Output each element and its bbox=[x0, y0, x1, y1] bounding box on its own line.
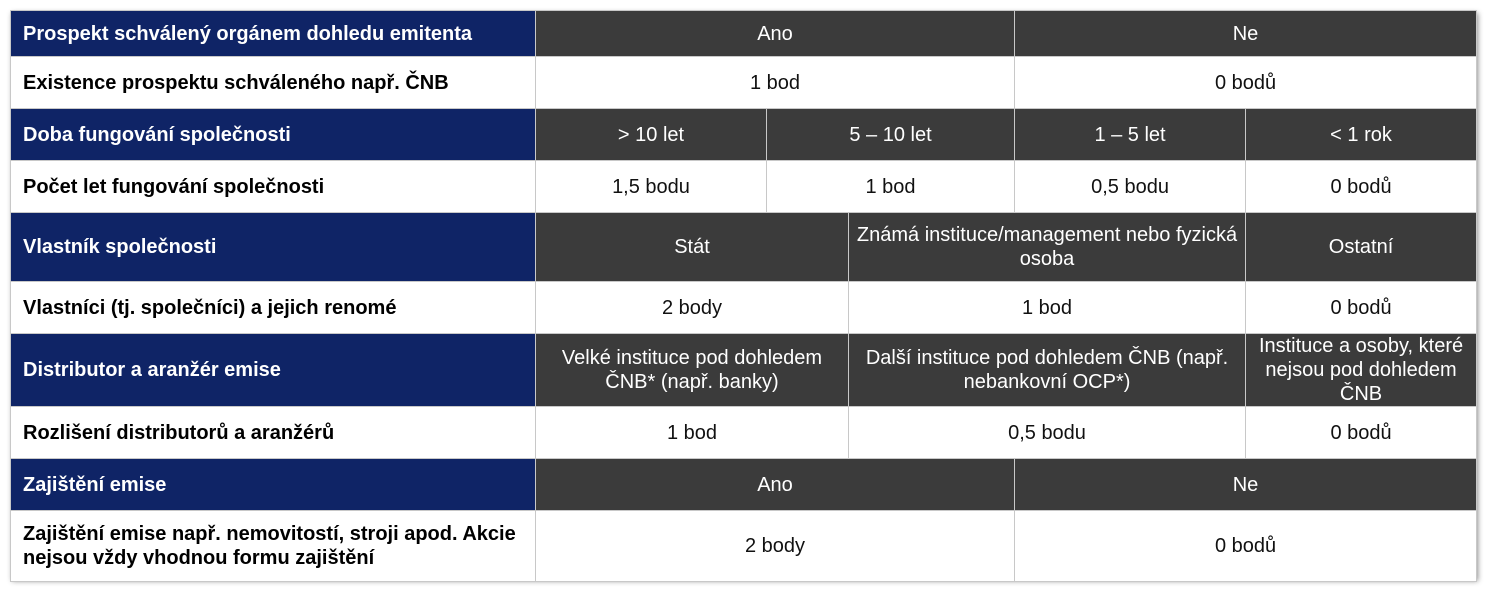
header-cell-no: Ne bbox=[1015, 11, 1477, 57]
header-cell: 1 – 5 let bbox=[1015, 109, 1246, 161]
table-row-collateral-header bbox=[11, 459, 1477, 511]
row-label: Vlastník společnosti bbox=[11, 213, 536, 282]
row-label: Existence prospektu schváleného např. ČNB bbox=[11, 57, 536, 109]
header-cell: Velké instituce pod dohledem ČNB* (např. banky) bbox=[536, 334, 849, 407]
score-cell: 0 bodů bbox=[1246, 161, 1477, 213]
header-cell: Známá instituce/management nebo fyzická osoba bbox=[849, 213, 1246, 282]
header-cell: Instituce a osoby, které nejsou pod dohledem ČNB bbox=[1246, 334, 1477, 407]
table-row-prospectus-header bbox=[11, 11, 1477, 57]
score-cell: 1 bod bbox=[849, 282, 1246, 334]
row-label: Počet let fungování společnosti bbox=[11, 161, 536, 213]
header-cell: 5 – 10 let bbox=[767, 109, 1015, 161]
header-cell-no: Ne bbox=[1015, 459, 1477, 511]
row-label: Vlastníci (tj. společníci) a jejich renomé bbox=[11, 282, 536, 334]
score-cell: 1 bod bbox=[536, 407, 849, 459]
row-label: Zajištění emise např. nemovitostí, stroji apod. Akcie nejsou vždy vhodnou formu zajištění bbox=[11, 511, 536, 582]
header-cell: Další instituce pod dohledem ČNB (např. nebankovní OCP*) bbox=[849, 334, 1246, 407]
row-label: Zajištění emise bbox=[11, 459, 536, 511]
row-label: Prospekt schválený orgánem dohledu emitenta bbox=[11, 11, 536, 57]
row-label: Doba fungování společnosti bbox=[11, 109, 536, 161]
score-cell: 0 bodů bbox=[1246, 282, 1477, 334]
header-cell-yes: Ano bbox=[536, 11, 1015, 57]
score-cell: 2 body bbox=[536, 511, 1015, 582]
scoring-table bbox=[10, 10, 1477, 582]
score-cell: 0 bodů bbox=[1015, 511, 1477, 582]
header-cell-yes: Ano bbox=[536, 459, 1015, 511]
header-cell: < 1 rok bbox=[1246, 109, 1477, 161]
score-cell: 0,5 bodu bbox=[849, 407, 1246, 459]
table-row-owner-header bbox=[11, 213, 1477, 282]
score-cell: 2 body bbox=[536, 282, 849, 334]
row-label: Rozlišení distributorů a aranžérů bbox=[11, 407, 536, 459]
header-cell: Ostatní bbox=[1246, 213, 1477, 282]
scoring-table-frame bbox=[10, 10, 1476, 578]
score-cell: 0,5 bodu bbox=[1015, 161, 1246, 213]
header-cell: Stát bbox=[536, 213, 849, 282]
score-cell: 0 bodů bbox=[1246, 407, 1477, 459]
table-row-collateral-score bbox=[11, 511, 1477, 582]
header-cell: > 10 let bbox=[536, 109, 767, 161]
score-cell: 0 bodů bbox=[1015, 57, 1477, 109]
table-row-owner-score bbox=[11, 282, 1477, 334]
table-row-prospectus-score bbox=[11, 57, 1477, 109]
score-cell: 1 bod bbox=[767, 161, 1015, 213]
table-row-distributor-score bbox=[11, 407, 1477, 459]
score-cell: 1 bod bbox=[536, 57, 1015, 109]
row-label: Distributor a aranžér emise bbox=[11, 334, 536, 407]
table-row-duration-header bbox=[11, 109, 1477, 161]
score-cell: 1,5 bodu bbox=[536, 161, 767, 213]
table-row-duration-score bbox=[11, 161, 1477, 213]
table-row-distributor-header bbox=[11, 334, 1477, 407]
